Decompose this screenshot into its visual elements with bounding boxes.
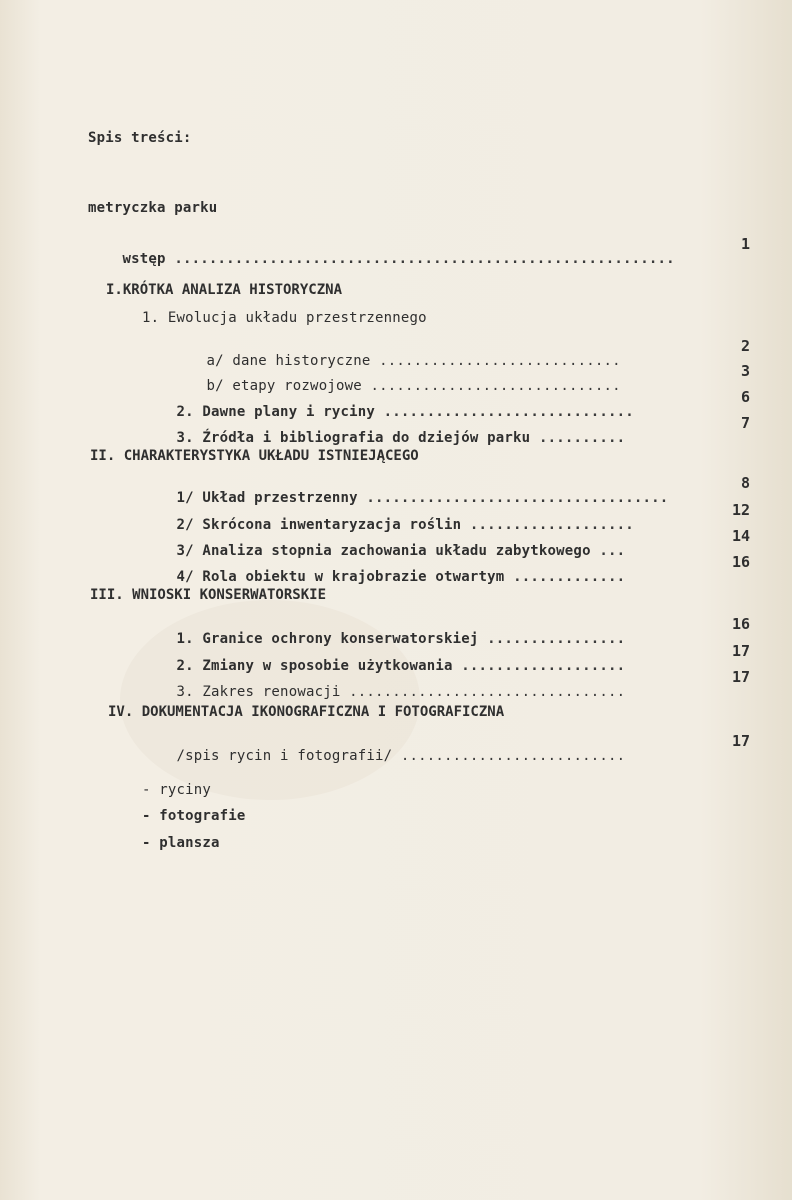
entry-text: wstęp [122, 251, 166, 267]
page-number: 17 [731, 642, 750, 660]
toc-entry: 1. Ewolucja układu przestrzennego [142, 310, 427, 326]
page-number: 7 [740, 414, 750, 432]
entry-text: 3. Zakres renowacji [176, 684, 341, 700]
intro-item-metryczka: metryczka parku [88, 200, 218, 216]
dot-leader: .......... [538, 430, 626, 446]
page-number: 12 [731, 501, 750, 519]
toc-entry [142, 732, 625, 780]
entry-text: 2/ Skrócona inwentaryzacja roślin [176, 517, 462, 533]
dot-leader: ................ [487, 631, 626, 647]
entry-text: 3. Źródła i bibliografia do dziejów parku [176, 430, 531, 446]
page-number: 2 [740, 337, 750, 355]
section-heading-2: II. CHARAKTERYSTYKA UKŁADU ISTNIEJĄCEGO [90, 448, 419, 464]
dot-leader: ... [599, 543, 626, 559]
entry-text: a/ dane historyczne [206, 353, 371, 369]
dot-leader: ............................. [383, 404, 634, 420]
page-number: 16 [731, 553, 750, 571]
dot-leader: ................... [461, 658, 626, 674]
entry-text: 4/ Rola obiektu w krajobrazie otwartym [176, 569, 505, 585]
entry-text: /spis rycin i fotografii/ [176, 748, 393, 764]
dot-leader: ............................ [379, 353, 621, 369]
toc-title: Spis treści: [88, 130, 192, 146]
entry-text: 1/ Układ przestrzenny [176, 490, 358, 506]
dot-leader: ............. [513, 569, 626, 585]
page-number: 8 [740, 474, 750, 492]
section-heading-1: I.KRÓTKA ANALIZA HISTORYCZNA [106, 282, 343, 298]
dot-leader: ................... [469, 517, 634, 533]
section-heading-4: IV. DOKUMENTACJA IKONOGRAFICZNA I FOTOGRAFICZNA [108, 704, 505, 720]
dot-leader: ............................. [370, 378, 621, 394]
page-number: 14 [731, 527, 750, 545]
entry-text: b/ etapy rozwojowe [206, 378, 362, 394]
list-item: - fotografie [142, 808, 246, 824]
page-number: 3 [740, 362, 750, 380]
list-item: - plansza [142, 835, 220, 851]
dot-leader: ................................... [366, 490, 669, 506]
page-number: 1 [740, 235, 750, 253]
dot-leader: ................................ [349, 684, 626, 700]
page-number: 16 [731, 615, 750, 633]
entry-text: 2. Dawne plany i ryciny [176, 404, 375, 420]
entry-text: 2. Zmiany w sposobie użytkowania [176, 658, 453, 674]
dot-leader: .......................... [400, 748, 626, 764]
page-number: 17 [731, 668, 750, 686]
page-number: 17 [731, 732, 750, 750]
page-number: 6 [740, 388, 750, 406]
entry-text: 1. Granice ochrony konserwatorskiej [176, 631, 479, 647]
list-item: - ryciny [142, 782, 212, 798]
section-heading-3: III. WNIOSKI KONSERWATORSKIE [90, 587, 327, 603]
intro-item-wstep [88, 235, 675, 283]
entry-text: 3/ Analiza stopnia zachowania układu zabytkowego [176, 543, 591, 559]
dot-leader: .......................................................... [174, 251, 675, 267]
